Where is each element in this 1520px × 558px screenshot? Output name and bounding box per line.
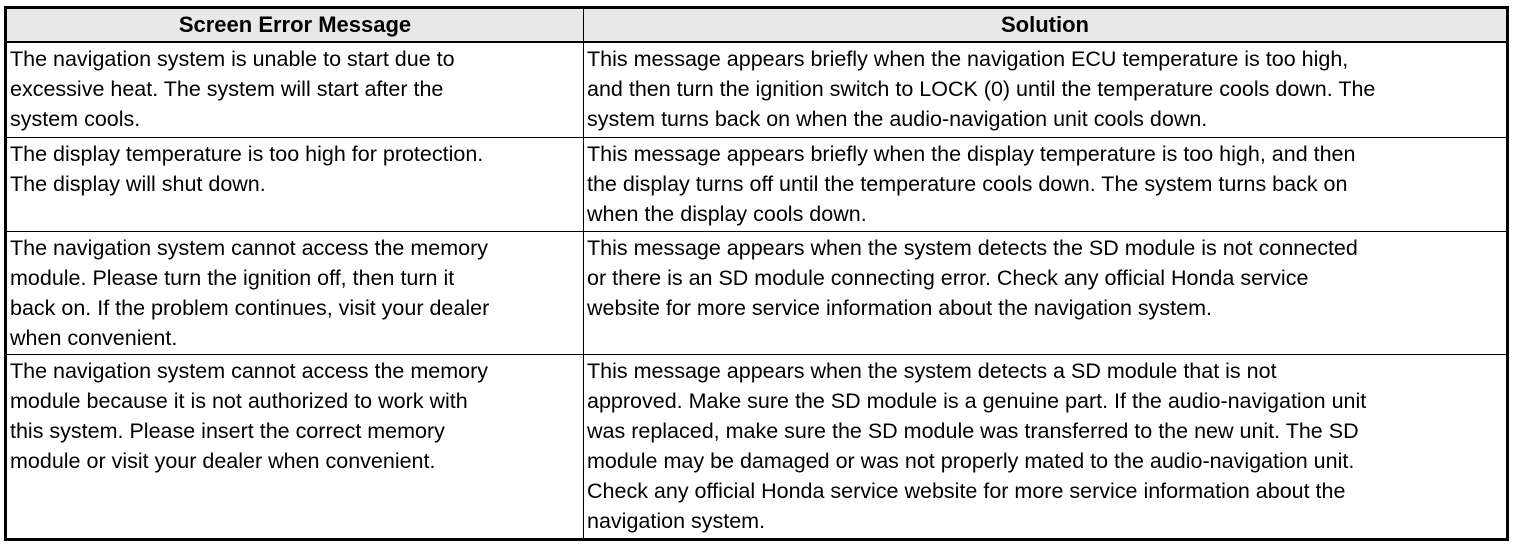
table-row xyxy=(7,43,1506,138)
table-row xyxy=(7,232,1506,355)
error-message-cell: The navigation system cannot access the memory module. Please turn the ignition off, then turn it back on. If the problem continues, visit your dealer when convenient. xyxy=(7,232,584,354)
table-row xyxy=(7,355,1506,538)
table-header-row xyxy=(7,9,1506,43)
table-row xyxy=(7,138,1506,232)
header-solution: Solution xyxy=(1001,12,1089,37)
header-screen-error-message: Screen Error Message xyxy=(7,9,584,41)
solution-cell: This message appears briefly when the display temperature is too high, and then the display turns off until the temperature cools down. The system turns back on when the display cools down. xyxy=(587,142,1356,226)
error-message-table xyxy=(4,6,1509,541)
error-message-cell: The display temperature is too high for protection. The display will shut down. xyxy=(7,138,584,231)
solution-cell: This message appears when the system detects a SD module that is not approved. Make sure the SD module is a genuine part. If the audio-navigation unit was replaced, make sure the SD module was transferred to the new unit. The SD module may be damaged or was not properly mated to the audio-navigation unit. Check any official Honda service website for more service information about the navigation system. xyxy=(587,359,1367,533)
solution-cell: This message appears briefly when the navigation ECU temperature is too high, and then turn the ignition switch to LOCK (0) until the temperature cools down. The system turns back on when the audio-navigation unit cools down. xyxy=(587,47,1376,131)
error-message-cell: The navigation system cannot access the memory module because it is not authorized to work with this system. Please insert the correct memory module or visit your dealer when convenient. xyxy=(7,355,584,538)
solution-cell: This message appears when the system detects the SD module is not connected or there is an SD module connecting error. Check any official Honda service website for more service information about the navigation system. xyxy=(587,236,1358,320)
error-message-cell: The navigation system is unable to start due to excessive heat. The system will start after the system cools. xyxy=(7,43,584,137)
